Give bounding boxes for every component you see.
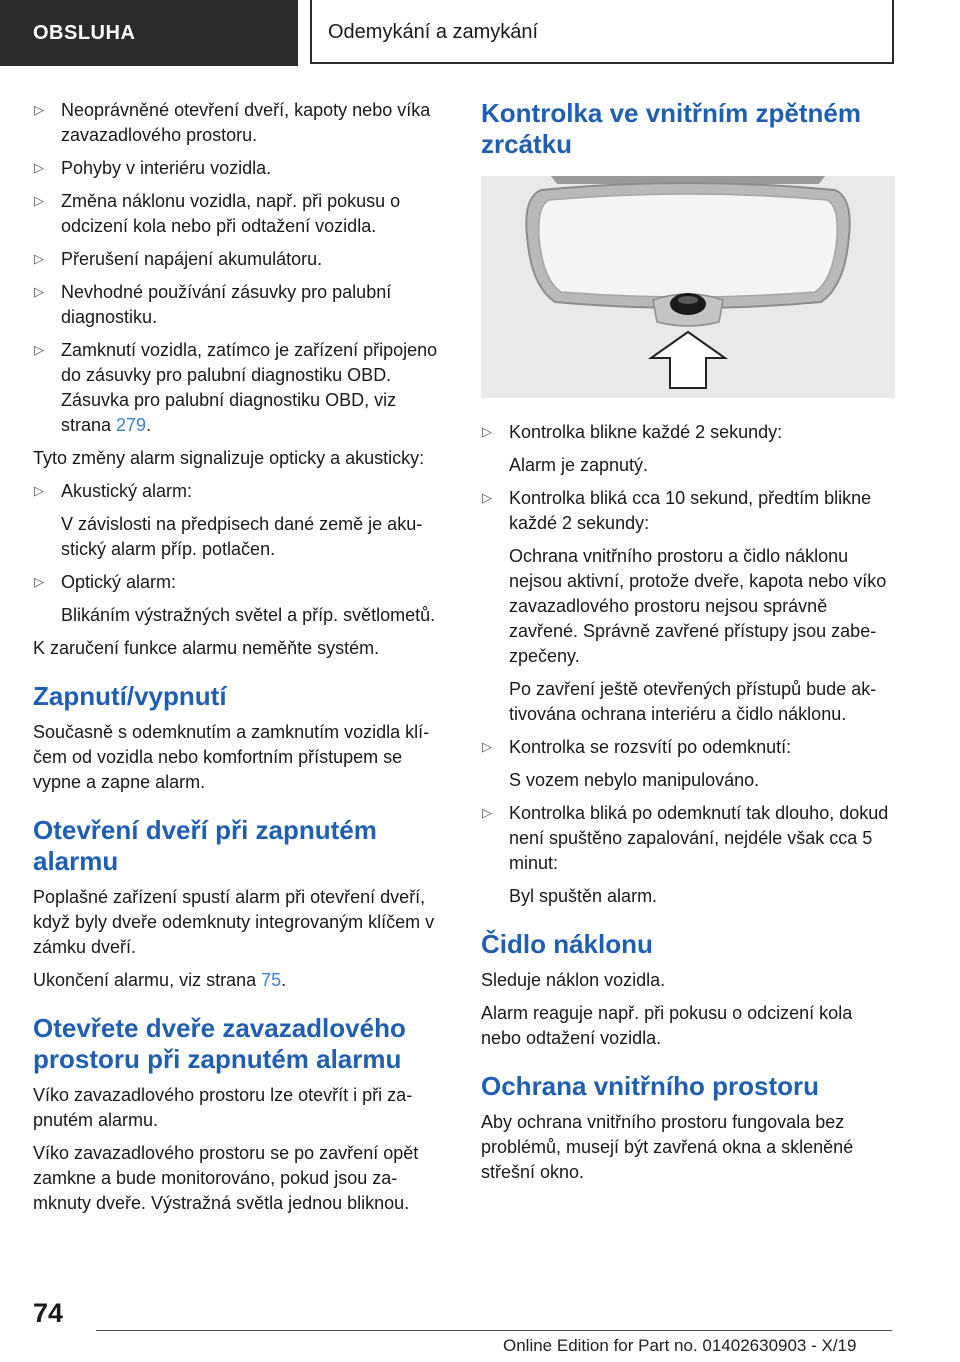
footer-divider [96,1330,892,1331]
heading-kontrolka: Kontrolka ve vnitřním zpětném zrcátku [481,98,861,159]
list-item: ▷ Kontrolka se rozsvítí po odemknutí: S vozem nebylo manipulováno. [482,737,792,790]
heading-otevreni: Otevření dveří při zapnutém alarmu [33,815,377,876]
chapter-title: Odemykání a zamykání [310,0,894,64]
heading-cidlo: Čidlo náklonu [481,929,653,959]
heading-ochrana: Ochrana vnitřního prostoru [481,1071,820,1101]
triangle-bullet-icon: ▷ [482,424,492,439]
indicator-states-list [481,420,895,909]
triangle-bullet-icon: ▷ [34,284,44,299]
section-label: OBSLUHA [0,0,298,66]
triangle-bullet-icon: ▷ [34,102,44,117]
paragraph: K zaručení funkce alarmu neměňte systém. [33,638,380,658]
paragraph: Poplašné zařízení spustí alarm při otevření dveří, když byly dveře odemknuty integrovaným klíčem v zámku dveří. [33,887,435,957]
right-column [481,98,895,1193]
list-item: ▷ Kontrolka bliká cca 10 sekund, předtím blikne každé 2 sekundy: Ochrana vnitřního prostoru a čidlo náklonu nejsou aktivní, protože dveře, kapota nebo víko zavazadlového prostoru nejsou správně zavřené. Správně zavřené přístupy jsou zabezpečeny. Po zavření ještě otevřených přístupů bude aktivována ochrana interiéru a čidlo náklonu. [482,488,887,724]
page-header [0,0,960,66]
triangle-bullet-icon: ▷ [34,193,44,208]
alarm-type-list [33,479,447,628]
paragraph: Víko zavazadlového prostoru se po zavření opět zamkne a bude monitorováno, pokud jsou zamknuty dveře. Výstražná světla jednou bliknou. [33,1143,419,1213]
heading-zavazadlo: Otevřete dveře zavazadlového prostoru při zapnutém alarmu [33,1013,406,1074]
triangle-bullet-icon: ▷ [482,805,492,820]
paragraph: Současně s odemknutím a zamknutím vozidla klíčem od vozidla nebo komfortním přístupem se vypne a zapne alarm. [33,722,430,792]
list-item: ▷ Zamknutí vozidla, zatímco je zařízení připojeno do zásuvky pro palubní diagnostiku OBD. Zásuvka pro palubní diagnostiku OBD, viz strana 279. [34,340,438,435]
paragraph: Aby ochrana vnitřního prostoru fungovala bez problémů, musejí být zavřená okna a skleněné střešní okno. [481,1112,854,1182]
triangle-bullet-icon: ▷ [34,160,44,175]
triangle-bullet-icon: ▷ [34,251,44,266]
paragraph: Tyto změny alarm signalizuje opticky a akusticky: [33,448,425,468]
list-item: ▷ Optický alarm: Blikáním výstražných světel a příp. světlometů. [34,572,436,625]
triangle-bullet-icon: ▷ [482,490,492,505]
paragraph: Víko zavazadlového prostoru lze otevřít i při zapnutém alarmu. [33,1085,413,1130]
list-item: ▷ Přerušení napájení akumulátoru. [34,249,323,269]
triangle-bullet-icon: ▷ [482,739,492,754]
edition-note: Online Edition for Part no. 01402630903 - X/19 [503,1336,857,1355]
paragraph: Alarm reaguje např. při pokusu o odcizení kola nebo odtažení vozidla. [481,1003,853,1048]
left-column [33,98,447,1224]
heading-zapnuti: Zapnutí/vypnutí [33,681,227,711]
page-number: 74 [33,1298,64,1328]
list-item: ▷ Nevhodné používání zásuvky pro palubní diagnostiku. [34,282,392,327]
paragraph: Ukončení alarmu, viz strana 75. [33,970,287,990]
alarm-trigger-list [33,98,447,438]
list-item: ▷ Pohyby v interiéru vozidla. [34,158,272,178]
triangle-bullet-icon: ▷ [34,342,44,357]
mirror-indicator-illustration [481,176,895,398]
paragraph: Sleduje náklon vozidla. [481,970,666,990]
triangle-bullet-icon: ▷ [34,483,44,498]
page-link-75[interactable]: 75 [261,970,282,990]
triangle-bullet-icon: ▷ [34,574,44,589]
list-item: ▷ Kontrolka bliká po odemknutí tak dlouho, dokud není spuštěno zapalování, nejdéle však cca 5 minut: Byl spuštěn alarm. [482,803,889,906]
list-item: ▷ Změna náklonu vozidla, např. při pokusu o odcizení kola nebo při odtažení vozidla. [34,191,401,236]
page-link-279[interactable]: 279 [116,415,147,435]
list-item: ▷ Kontrolka blikne každé 2 sekundy: Alarm je zapnutý. [482,422,783,475]
list-item: ▷ Akustický alarm: V závislosti na předpisech dané země je akustický alarm příp. potlačen. [34,481,423,559]
list-item: ▷ Neoprávněné otevření dveří, kapoty nebo víka zavazadlového prostoru. [34,100,431,145]
